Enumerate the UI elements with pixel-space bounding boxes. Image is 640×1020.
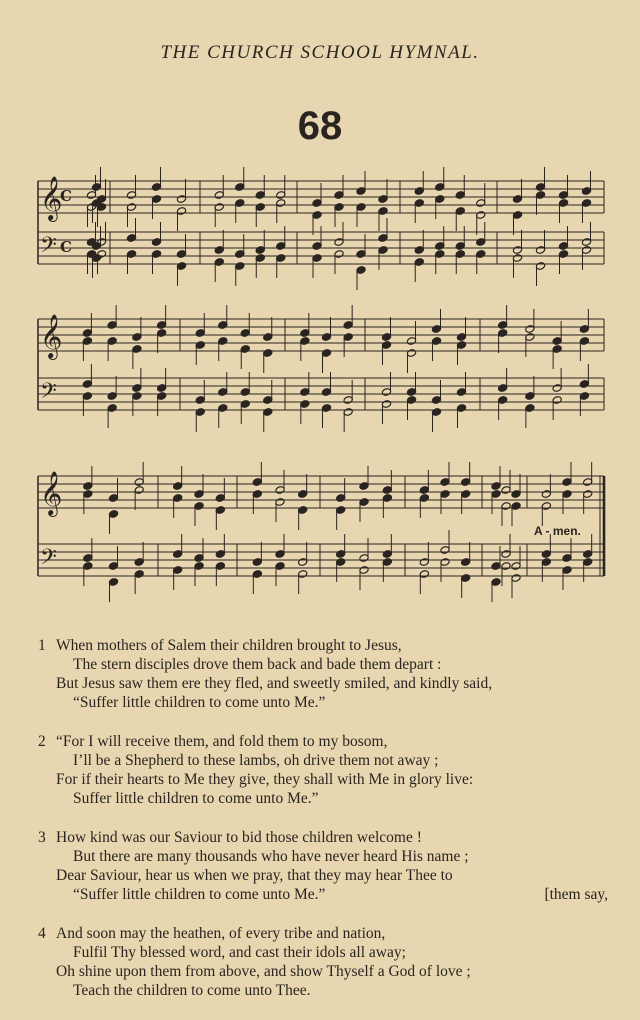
verse-line: I’ll be a Shepherd to these lambs, oh drive them not away ; [73,752,439,769]
verse-line: “For I will receive them, and fold them to my bosom, [56,733,388,750]
verse-number: 2 [38,733,46,750]
verses [38,636,608,1020]
treble-clef-icon: 𝄞 [40,314,63,358]
verse-line: When mothers of Salem their children brought to Jesus, [56,637,402,654]
amen-label: A - men. [534,524,581,538]
bass-clef-icon: 𝄢 [40,545,57,575]
verse-line: The stern disciples drove them back and bade them depart : [73,656,442,673]
verse-line: Teach the children to come unto Thee. [73,982,311,999]
verse-4 [38,924,608,1000]
verse-line: But Jesus saw them ere they fled, and sweetly smiled, and kindly said, [56,675,493,692]
time-signature-icon: C [60,187,72,205]
verse-line: Dear Saviour, hear us when we pray, that they may hear Thee to [56,867,453,884]
verse-2 [38,732,608,808]
verse-line: And soon may the heathen, of every tribe and nation, [56,925,386,942]
verse-line: Fulfil Thy blessed word, and cast their idols all away; [73,944,406,961]
time-signature-icon: C [60,238,72,256]
verse-line: Suffer little children to come unto Me.” [73,790,319,807]
verse-number: 4 [38,925,46,942]
verse-line: For if their hearts to Me they give, they shall with Me in glory live: [56,771,474,788]
verse-line: How kind was our Saviour to bid those children welcome ! [56,829,422,846]
verse-turnover: [them say, [544,886,608,903]
hymn-number: 68 [297,104,343,148]
bass-clef-icon: 𝄢 [40,233,57,263]
running-title: THE CHURCH SCHOOL HYMNAL. [160,42,480,63]
bass-clef-icon: 𝄢 [40,379,57,409]
verse-line: Oh shine upon them from above, and show Thyself a God of love ; [56,963,471,980]
verse-3 [38,828,608,904]
verse-line: “Suffer little children to come unto Me.” [73,886,326,903]
verse-number: 3 [38,829,46,846]
verse-line: But there are many thousands who have never heard His name ; [73,848,469,865]
treble-clef-icon: 𝄞 [40,176,63,220]
verse-1 [38,636,608,712]
treble-clef-icon: 𝄞 [40,471,63,515]
verse-number: 1 [38,637,46,654]
verse-line: “Suffer little children to come unto Me.” [73,694,326,711]
